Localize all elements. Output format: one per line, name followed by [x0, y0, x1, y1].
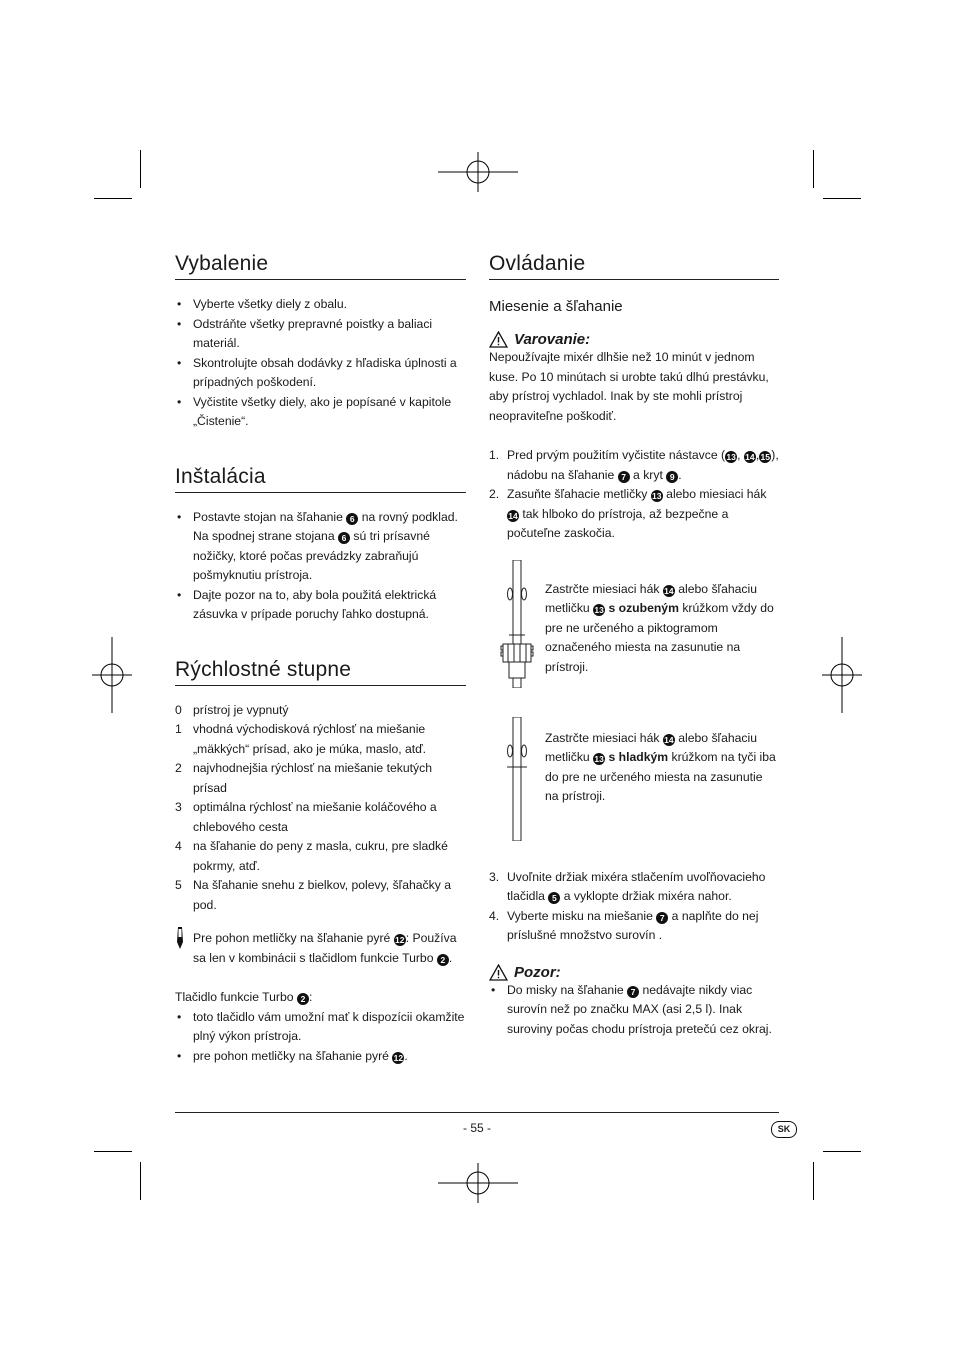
part-number-badge: 13: [726, 452, 736, 462]
list-item: • Skontrolujte obsah dodávky z hľadiska úplnosti a prípadných poškodení.: [175, 354, 466, 393]
list-item: • Do misky na šľahanie 7 nedávajte nikdy viac surovín než po značku MAX (asi 2,5 l). Inak suroviny počas chodu prístroja pretečú cez okraj.: [489, 981, 779, 1040]
list-item: • pre pohon metličky na šľahanie pyré 12.: [175, 1047, 466, 1067]
figure-caption: Zastrčte miesiaci hák 14 alebo šľahaciu metličku 13 s hladkým krúžkom na tyči iba do pre ne určeného miesta na zasunutie na prístroji.: [545, 730, 776, 803]
part-number-badge: 14: [664, 585, 674, 596]
part-number-badge: 6: [346, 513, 358, 525]
warning-text: Nepoužívajte mixér dlhšie než 10 minút v jednom kuse. Po 10 minútach si urobte takú dlhú prestávku, aby prístroj vychladol. Inak by ste mohli prístroj neopraviteľne poškodiť.: [489, 350, 769, 423]
list-item: 2. Zasuňte šľahacie metličky 13 alebo miesiaci hák 14 tak hlboko do prístroja, až bezpečne a počuteľne zaskočia.: [489, 487, 767, 540]
crop-mark: [813, 150, 814, 188]
smooth-ring-attachment-illustration: [489, 717, 545, 841]
warning-triangle-icon: [489, 331, 508, 348]
part-number-badge: 2: [297, 993, 309, 1005]
list-item: 1. Pred prvým použitím vyčistite nástavce (13, 14,15), nádobu na šľahanie 7 a kryt 9 .: [489, 448, 779, 482]
steps-list: [489, 446, 779, 544]
registration-mark: [92, 637, 132, 713]
part-number-badge: 7: [627, 986, 639, 998]
list-item: • Vyberte všetky diely z obalu.: [175, 295, 466, 315]
list-item: • Odstráňte všetky prepravné poistky a baliaci materiál.: [175, 315, 466, 354]
bullet-list: [489, 981, 779, 1040]
page-number: - 55 -: [462, 1121, 491, 1135]
crop-mark: [94, 198, 132, 199]
part-number-badge: 15: [760, 452, 770, 462]
section-instalacia: [175, 465, 466, 625]
pen-note-icon: [175, 927, 185, 949]
crop-mark: [813, 1162, 814, 1200]
list-item: 0 prístroj je vypnutý: [175, 702, 289, 717]
registration-mark: [822, 637, 862, 713]
part-number-badge: 14: [664, 734, 674, 745]
list-item: • Dajte pozor na to, aby bola použitá elektrická zásuvka v prípade poruchy ľahko dostupná.: [175, 586, 466, 625]
footer-rule: [175, 1112, 779, 1113]
crop-mark: [140, 1162, 141, 1200]
speed-list: [175, 701, 466, 916]
part-number-badge: 14: [745, 452, 755, 462]
section-title: Ovládanie: [489, 252, 779, 280]
bullet-list: [175, 1008, 466, 1067]
part-number-badge: 14: [508, 510, 518, 521]
list-item: 2 najvhodnejšia rýchlosť na miešanie tekutých prísad: [175, 761, 432, 795]
list-item: • toto tlačidlo vám umožní mať k dispozícii okamžite plný výkon prístroja.: [175, 1008, 466, 1047]
section-title: Rýchlostné stupne: [175, 658, 466, 686]
registration-mark: [438, 1163, 518, 1203]
list-item: • Postavte stojan na šľahanie 6 na rovný podklad. Na spodnej strane stojana 6 sú tri prísavné nožičky, ktoré počas prevádzky zabraňujú pošmyknutiu prístroja.: [175, 508, 466, 586]
subsection-title: Miesenie a šľahanie: [489, 298, 623, 315]
list-item: • Vyčistite všetky diely, ako je popísané v kapitole „Čistenie“.: [175, 393, 466, 432]
part-number-badge: 13: [594, 605, 604, 615]
crop-mark: [94, 1151, 132, 1152]
section-title: Vybalenie: [175, 252, 466, 280]
section-vybalenie: [175, 252, 466, 432]
section-rychlostne-stupne: [175, 658, 466, 1067]
figure-caption: Zastrčte miesiaci hák 14 alebo šľahaciu metličku 13 s ozubeným krúžkom vždy do pre ne určeného a piktogramom označeného miesta na zasunutie na prístroji.: [545, 581, 774, 674]
part-number-badge: 9: [666, 471, 678, 483]
crop-mark: [823, 1151, 861, 1152]
crop-mark: [140, 150, 141, 188]
right-column: [489, 252, 779, 1039]
steps-list: [489, 868, 779, 946]
part-number-badge: 5: [548, 892, 560, 904]
left-column: [175, 252, 466, 1066]
crop-mark: [823, 198, 861, 199]
part-number-badge: 7: [618, 471, 630, 483]
language-badge: SK: [771, 1121, 797, 1138]
list-item: 4. Vyberte misku na miešanie 7 a naplňte do nej príslušné množstvo surovín .: [489, 908, 759, 942]
warning-heading: Varovanie:: [489, 331, 779, 348]
caution-heading: Pozor:: [489, 964, 779, 981]
list-item: 3 optimálna rýchlosť na miešanie koláčového a chlebového cesta: [175, 800, 437, 834]
part-number-badge: 6: [338, 532, 350, 544]
warning-triangle-icon: [489, 964, 508, 981]
section-title: Inštalácia: [175, 465, 466, 493]
list-item: 3. Uvoľnite držiak mixéra stlačením uvoľňovacieho tlačidla 5 a vyklopte držiak mixéra nahor.: [489, 869, 766, 903]
bullet-list: [175, 295, 466, 432]
registration-mark: [438, 152, 518, 192]
list-item: 1 vhodná východisková rýchlosť na miešanie „mäkkých“ prísad, ako je múka, maslo, atď.: [175, 722, 427, 756]
note-block: Pre pohon metličky na šľahanie pyré 12: Používa sa len v kombinácii s tlačidlom funkcie Turbo 2 .: [175, 929, 466, 968]
figure-row-smooth: [489, 717, 779, 846]
part-number-badge: 2: [437, 954, 449, 966]
part-number-badge: 7: [656, 912, 668, 924]
list-item: 5 Na šľahanie snehu z bielkov, polevy, šľahačky a pod.: [175, 878, 451, 912]
list-item: 4 na šľahanie do peny z masla, cukru, pre sladké pokrmy, atď.: [175, 839, 448, 873]
toothed-ring-attachment-illustration: [489, 560, 545, 688]
part-number-badge: 13: [652, 491, 662, 501]
figure-row-toothed: [489, 560, 779, 693]
part-number-badge: 13: [594, 754, 604, 764]
turbo-label: Tlačidlo funkcie Turbo 2 :: [175, 990, 313, 1004]
bullet-list: [175, 508, 466, 625]
part-number-badge: 12: [394, 935, 405, 945]
part-number-badge: 12: [393, 1052, 404, 1063]
